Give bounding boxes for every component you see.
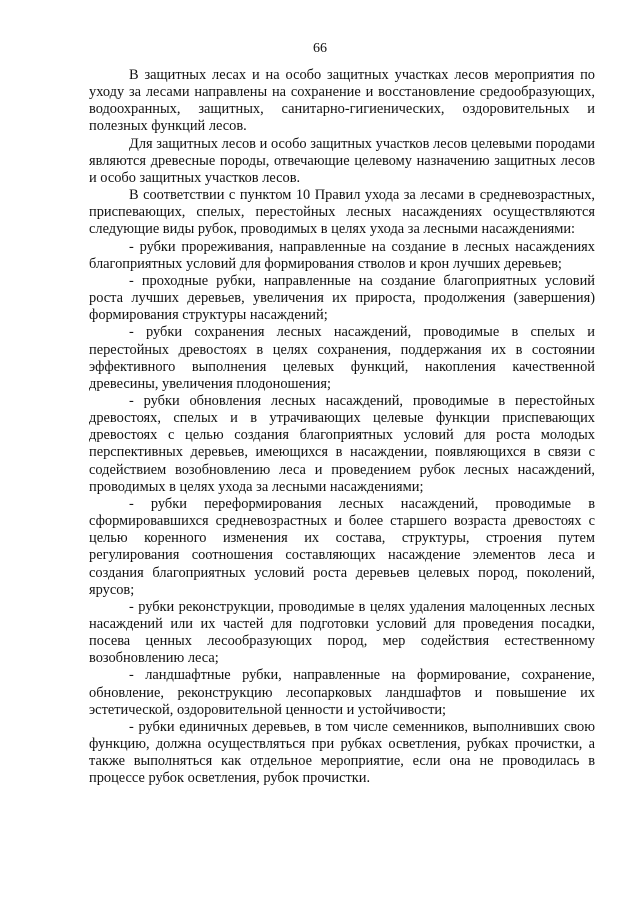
list-item-thinning: - рубки прореживания, направленные на создание в лесных насаждениях благоприятных условий для формирования стволов и крон лучших деревьев; (89, 238, 595, 272)
paragraph-intro: В защитных лесах и на особо защитных участках лесов мероприятия по уходу за лесами направлены на сохранение и восстановление средообразующих, водоохранных, защитных, санитарно-гигиенических, оздоровительных и полезных функций лесов. (89, 67, 595, 135)
list-item-single-tree-cutting: - рубки единичных деревьев, в том числе семенников, выполнивших свою функцию, должна осуществляться при рубках осветления, рубках прочистки, а также выполняться как отдельное мероприятие, если она не проводилась в процессе рубок осветления, рубок прочистки. (89, 718, 595, 787)
document-body (89, 67, 595, 788)
page-number: 66 (313, 41, 327, 56)
list-item-reformation-cutting: - рубки переформирования лесных насаждений, проводимые в сформировавшихся средневозрастных и более старшего возраста древостоях с целью коренного изменения их состава, структуры, строения путем регулирования соотношения составляющих насаждение элементов леса и создания благоприятных условий роста деревьев целевых пород, поколений, ярусов; (89, 495, 595, 598)
list-item-passage-cutting: - проходные рубки, направленные на создание благоприятных условий роста лучших деревьев, увеличения их прироста, продолжения (завершения) формирования структуры насаждений; (89, 272, 595, 324)
list-item-landscape-cutting: - ландшафтные рубки, направленные на формирование, сохранение, обновление, реконструкцию лесопарковых ландшафтов и повышение их эстетической, оздоровительной ценности и устойчивости; (89, 667, 595, 718)
list-item-renewal-cutting: - рубки обновления лесных насаждений, проводимые в перестойных древостоях, спелых и в утрачивающих целевые функции приспевающих древостоях с целью создания благоприятных условий для роста молодых перспективных деревьев, имеющихся в насаждении, появляющихся в связи с содействием возобновлению леса и проведением рубок лесных насаждений, проводимых в целях ухода за лесными насаждениями; (89, 392, 595, 495)
list-item-reconstruction-cutting: - рубки реконструкции, проводимые в целях удаления малоценных лесных насаждений или их частей для подготовки условий для проведения посадки, посева ценных лесообразующих пород, мер содействия естественному возобновлению леса; (89, 598, 595, 667)
list-item-preservation-cutting: - рубки сохранения лесных насаждений, проводимые в спелых и перестойных древостоях в целях сохранения, поддержания их в состоянии эффективного выполнения целевых функций, накопления качественной древесины, увеличения плодоношения; (89, 324, 595, 392)
paragraph-rules-reference: В соответствии с пунктом 10 Правил ухода за лесами в средневозрастных, приспевающих, спелых, перестойных лесных насаждениях осуществляются следующие виды рубок, проводимых в целях ухода за лесными насаждениями: (89, 187, 595, 238)
paragraph-target-species: Для защитных лесов и особо защитных участков лесов целевыми породами являются древесные породы, отвечающие целевому назначению защитных лесов и особо защитных участков лесов. (89, 135, 595, 186)
